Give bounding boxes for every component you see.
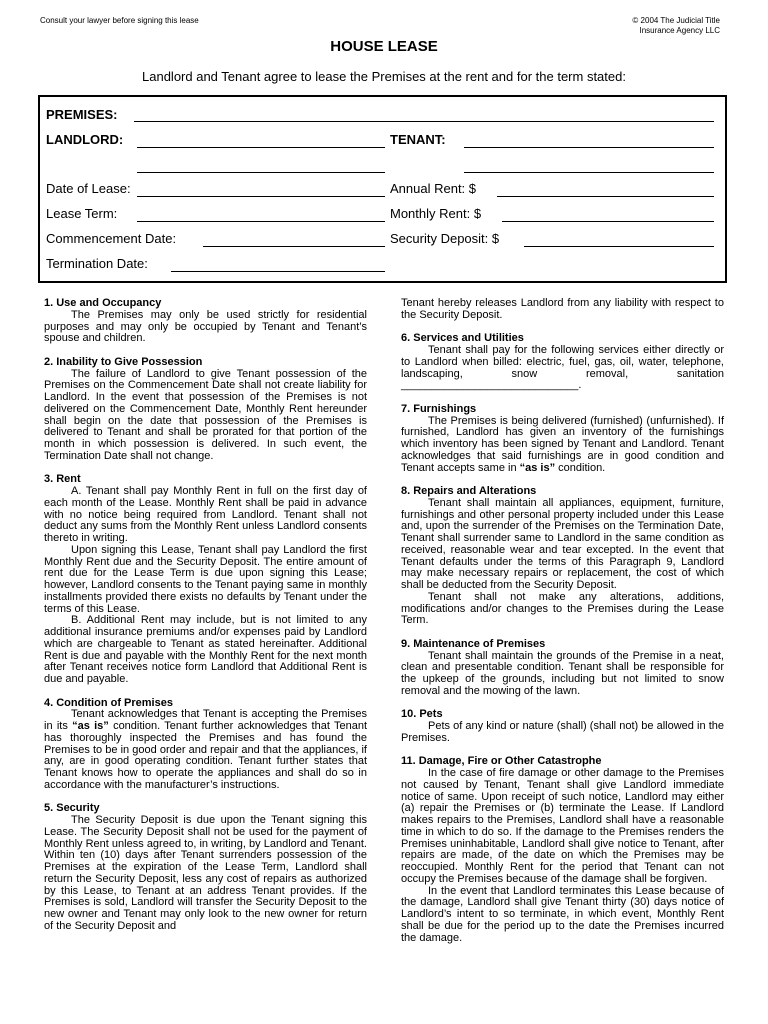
document-subtitle: Landlord and Tenant agree to lease the Premises at the rent and for the term stated: [142, 69, 626, 84]
section-security [44, 803, 367, 932]
paragraph-text: condition. Tenant further acknowledges that Tenant has thoroughly inspected the Premises and has found the Premises to be in good order and repair and that the appliances, if any, are in good operating condition. Tenant further states that Tenant knows how to operate the appliances and shall do so in accordance with the manufacturer’s instructions. [44, 720, 367, 791]
section-paragraph: The Security Deposit is due upon the Tenant signing this Lease. The Security Deposit shall not be used for the payment of Monthly Rent unless agreed to, in writing, by Landlord and Tenant. Within ten (10) days after Tenant surrenders possession of the Premises at the expiration of the Lease Term, Landlord shall return the Security Deposit, less any cost of repairs as authorized by this Lease, to Tenant at an address Tenant provides. If the Premises is sold, Landlord will transfer the Security Deposit to the new owner and Tenant may only look to the new owner for return of the Security Deposit and [44, 814, 367, 932]
annual-rent-label: Annual Rent: $ [390, 181, 477, 196]
section-services-and-utilities [401, 333, 724, 392]
section-paragraph: Tenant shall maintain all appliances, equipment, furniture, furnishings and other personal property included under this Lease and, upon the surrender of the Premises on the Termination Date, Tenant shall surrender same to Landlord in the same condition as received, reasonable wear and tear excepted. In the event that Tenant defaults under the terms of this Paragraph 9, Landlord may make necessary repairs or replacement, the cost of which shall be deducted from the Security Deposit. [401, 496, 724, 591]
consult-notice: Consult your lawyer before signing this lease [40, 16, 199, 25]
section-paragraph: Tenant hereby releases Landlord from any liability with respect to the Security Deposit. [401, 297, 724, 321]
security-deposit-label: Security Deposit: $ [390, 231, 500, 246]
commencement-date-label: Commencement Date: [46, 231, 177, 246]
landlord-line-2[interactable] [137, 172, 385, 173]
right-column [401, 298, 724, 956]
monthly-rent-label: Monthly Rent: $ [390, 206, 482, 221]
copyright-line-1: © 2004 The Judicial Title [632, 16, 720, 25]
section-use-and-occupancy [44, 298, 367, 345]
copyright-line-2: Insurance Agency LLC [639, 26, 720, 35]
section-paragraph: In the case of fire damage or other damage to the Premises not caused by Tenant, Tenant shall give Landlord immediate notice of same. Upon receipt of such notice, Landlord may either (a) repair the Premises or (b) terminate the Lease. If Landlord makes repairs to the Premises, Landlord shall have a reasonable time in which to do so. If the damage to the Premises renders the Premises uninhabitable, Landlord shall give notice to Tenant, after repairs are made, of the date on which the Premises may be reoccupied. Monthly Rent for the period that Tenant can not occupy the Premises because of the damage shall be forgiven. [401, 767, 724, 885]
annual-rent-line[interactable] [497, 196, 714, 197]
paragraph-text: Tenant acknowledges that Tenant is accepting the Premises in its [44, 708, 367, 732]
section-title: 10. Pets [401, 708, 443, 721]
premises-label: PREMISES: [46, 107, 118, 122]
section-paragraph: Pets of any kind or nature (shall) (shall not) be allowed in the Premises. [401, 720, 724, 744]
lease-term-label: Lease Term: [46, 206, 118, 221]
security-deposit-line[interactable] [524, 246, 714, 247]
section-paragraph: Upon signing this Lease, Tenant shall pay Landlord the first Monthly Rent due and the Security Deposit. The entire amount of rent due for the Lease Term is due upon signing this Lease; however, Landlord consents to the Tenant paying same in monthly installments provided there exists no defaults by Tenant under the terms of this Lease. [44, 543, 367, 615]
section-title: 7. Furnishings [401, 402, 477, 415]
section-title: 3. Rent [44, 473, 81, 486]
date-of-lease-line[interactable] [137, 196, 385, 197]
section-condition-of-premises [44, 698, 367, 792]
termination-date-line[interactable] [171, 271, 385, 272]
as-is-emphasis: “as is” [519, 461, 556, 474]
left-column [44, 298, 367, 944]
landlord-line[interactable] [137, 147, 385, 148]
section-security-continued [401, 298, 724, 322]
section-pets [401, 709, 724, 744]
section-paragraph: In the event that Landlord terminates this Lease because of the damage, Landlord shall give Tenant thirty (30) days notice of Landlord’s intent to so terminate, in which event, Monthly Rent shall be due for the period up to the date the Premises incurred the damage. [401, 884, 724, 944]
section-paragraph: A. Tenant shall pay Monthly Rent in full on the first day of each month of the Lease. Monthly Rent shall be paid in advance with no notice being required from Landlord. Tenant shall not deduct any sums from the Monthly Rent unless Landlord consents thereto in writing. [44, 485, 367, 544]
section-title: 2. Inability to Give Possession [44, 355, 203, 368]
section-title: 5. Security [44, 802, 100, 815]
section-paragraph: B. Additional Rent may include, but is not limited to any additional insurance premiums and/or expenses paid by Landlord which are chargeable to Tenant as stated hereinafter. Additional Rent is due and payable with the Monthly Rent for the next month after Tenant receives notice form Landlord that Additional Rent is due and payable. [44, 614, 367, 685]
as-is-emphasis: “as is” [72, 720, 109, 732]
section-paragraph: The failure of Landlord to give Tenant possession of the Premises on the Commencement Date shall not create liability for Landlord. In the event that possession of the Premises is not delivered on the Commencement Date, Monthly Rent hereunder shall begin on the date that possession of the Premises is delivered to Tenant and shall be prorated for that portion of the month in which possession is delivered. In such event, the Termination Date shall not change. [44, 367, 367, 462]
section-maintenance-of-premises [401, 639, 724, 698]
paragraph-text: condition. [555, 461, 606, 474]
section-title: 8. Repairs and Alterations [401, 485, 537, 497]
lease-term-line[interactable] [137, 221, 385, 222]
section-title: 1. Use and Occupancy [44, 297, 162, 309]
section-title: 6. Services and Utilities [401, 332, 524, 345]
copyright-notice [632, 16, 720, 36]
paragraph-text: The Premises is being delivered (furnished) (unfurnished). If furnished, Landlord has given an inventory of the furnishings which inventory has been signed by Tenant and Landlord. Tenant acknowledges that said furnishings are in good condition and Tenant accepts same in [401, 414, 724, 474]
document-title: HOUSE LEASE [330, 38, 438, 55]
section-damage-fire-catastrophe [401, 756, 724, 944]
section-title: 4. Condition of Premises [44, 696, 173, 709]
commencement-date-line[interactable] [203, 246, 385, 247]
section-paragraph [44, 709, 367, 791]
date-of-lease-label: Date of Lease: [46, 181, 131, 196]
section-title: 11. Damage, Fire or Other Catastrophe [401, 755, 602, 768]
section-furnishings [401, 404, 724, 475]
section-rent [44, 474, 367, 686]
section-inability-to-give-possession [44, 357, 367, 463]
landlord-label: LANDLORD: [46, 132, 124, 147]
premises-line[interactable] [134, 121, 714, 122]
section-title: 9. Maintenance of Premises [401, 637, 546, 650]
section-paragraph: Tenant shall pay for the following services either directly or to Landlord when billed: electric, fuel, gas, oil, water, telephone, landscaping, snow removal, sanitation _____________________________. [401, 344, 724, 392]
lease-terms-box [38, 95, 727, 283]
section-paragraph: Tenant shall maintain the grounds of the Premise in a neat, clean and presentable condition. Tenant shall be responsible for the upkeep of the grounds, including but not limited to snow removal and the mowing of the lawn. [401, 649, 724, 697]
tenant-line[interactable] [464, 147, 714, 148]
section-repairs-and-alterations [401, 486, 724, 627]
section-paragraph: Tenant shall not make any alterations, additions, modifications and/or changes to the Premises during the Lease Term. [401, 590, 724, 627]
monthly-rent-line[interactable] [502, 221, 714, 222]
section-paragraph: The Premises may only be used strictly for residential purposes and may only be occupied by Tenant and Tenant’s spouse and children. [44, 308, 367, 345]
termination-date-label: Termination Date: [46, 256, 148, 271]
tenant-line-2[interactable] [464, 172, 714, 173]
tenant-label: TENANT: [390, 132, 446, 147]
section-paragraph [401, 416, 724, 475]
